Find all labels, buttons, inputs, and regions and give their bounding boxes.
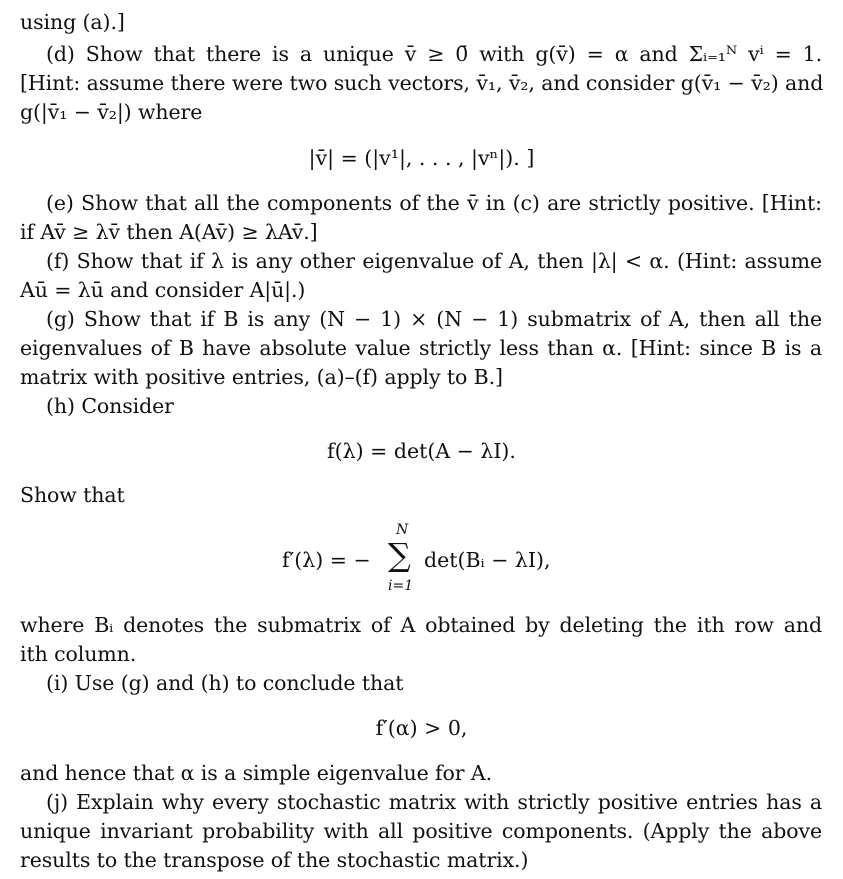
text-line-hint-d: [Hint: assume there were two such vectors, v̄₁, v̄₂, and consider g(v̄₁ − v̄₂) and — [20, 71, 824, 95]
text-line-part-f: (f) Show that if λ is any other eigenvalue of A, then |λ| < α. (Hint: assume — [46, 249, 822, 273]
text-line-where: g(|v̄₁ − v̄₂|) where — [20, 100, 203, 124]
text-line-part-g: (g) Show that if B is any (N − 1) × (N − 1) submatrix of A, then all the — [46, 307, 822, 331]
text-line-part-j: (j) Explain why every stochastic matrix with strictly positive entries has a — [46, 790, 822, 814]
text-line-part-d: (d) Show that there is a unique v̄ ≥ 0̄ with g(v̄) = α and Σᵢ₌₁ᴺ vⁱ = 1. — [46, 42, 822, 66]
display-formula-f: f(λ) = det(A − λI). — [327, 439, 516, 463]
sum-sign: ∑ — [388, 536, 411, 574]
sum-upper-limit: N — [396, 522, 409, 538]
text-line-show-that: Show that — [20, 483, 125, 507]
text-line-hint-e: if Av̄ ≥ λv̄ then A(Av̄) ≥ λAv̄.] — [20, 220, 318, 244]
display-formula-abs-v: |v̄| = (|v¹|, . . . , |vⁿ|). ] — [308, 146, 535, 170]
text-line-1: using (a).] — [20, 10, 125, 34]
text-line-ith-column: ith column. — [20, 642, 137, 666]
text-line-part-h: (h) Consider — [46, 394, 174, 418]
text-line-hint-f: Aū = λū and consider A|ū|.) — [20, 278, 306, 302]
sum-lead: f′(λ) = − — [282, 548, 371, 572]
text-line-hint-g: eigenvalues of B have absolute value strictly less than α. [Hint: since B is a — [20, 336, 822, 360]
sum-rest: det(Bᵢ − λI), — [424, 548, 551, 572]
sum-lower-limit: i=1 — [388, 578, 414, 594]
text-line-part-j-3: results to the transpose of the stochastic matrix.) — [20, 848, 529, 872]
text-line-part-j-2: unique invariant probability with all positive components. (Apply the above — [20, 819, 822, 843]
display-formula-f-prime: f′(α) > 0, — [375, 716, 468, 740]
text-line-hint-g-end: matrix with positive entries, (a)–(f) apply to B.] — [20, 365, 503, 389]
text-line-part-i: (i) Use (g) and (h) to conclude that — [46, 671, 404, 695]
display-formula-derivative-sum — [0, 518, 843, 598]
text-line-part-e: (e) Show that all the components of the v̄ in (c) are strictly positive. [Hint: — [46, 191, 822, 215]
text-line-where-b: where Bᵢ denotes the submatrix of A obtained by deleting the ith row and — [20, 613, 822, 637]
text-line-simple-eigenvalue: and hence that α is a simple eigenvalue for A. — [20, 761, 493, 785]
